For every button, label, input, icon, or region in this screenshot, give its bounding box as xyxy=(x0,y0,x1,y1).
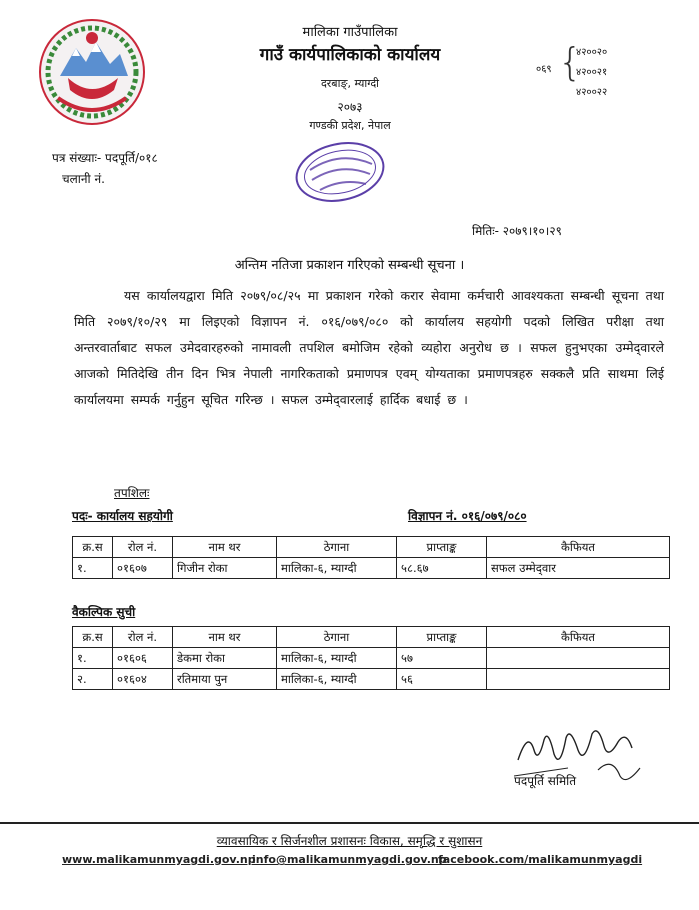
table-header-row xyxy=(73,537,670,558)
header-remarks: कैफियत xyxy=(487,537,670,558)
cell-score: ५६ xyxy=(397,669,487,690)
cell-score: ५८.६७ xyxy=(397,558,487,579)
cell-score: ५७ xyxy=(397,648,487,669)
header-score: प्राप्ताङ्क xyxy=(397,627,487,648)
header-address: ठेगाना xyxy=(277,537,397,558)
cell-address: मालिका-६, म्याग्दी xyxy=(277,648,397,669)
nepal-emblem-logo xyxy=(38,18,146,126)
cell-address: मालिका-६, म्याग्दी xyxy=(277,558,397,579)
result-table xyxy=(72,536,670,579)
brace-icon: { xyxy=(558,40,583,84)
alternate-table xyxy=(72,626,670,690)
advertisement-number: विज्ञापन नं. ०१६/०७९/०८० xyxy=(408,509,527,523)
email-link[interactable]: info@malikamunmyagdi.gov.np xyxy=(252,853,447,866)
established-year: २०७३ xyxy=(337,100,363,114)
footer-slogan: व्यावसायिक र सिर्जनशील प्रशासनः विकास, समृद्धि र सुशासन xyxy=(216,834,483,848)
province-line: गण्डकी प्रदेश, नेपाल xyxy=(309,119,391,132)
cell-name: डेकमा रोका xyxy=(173,648,277,669)
office-address: दरबाङ्, म्याग्दी xyxy=(320,77,380,90)
header-sn: क्र.स xyxy=(73,627,113,648)
letter-reference-number: पत्र संख्याः- पदपूर्ति/०१८ xyxy=(52,151,158,165)
phone-prefix: ०६९ xyxy=(536,64,552,75)
cell-remarks xyxy=(487,648,670,669)
dispatch-number: चलानी नं. xyxy=(62,172,105,186)
cell-sn: १. xyxy=(73,648,113,669)
cell-remarks xyxy=(487,669,670,690)
post-label: पदः- कार्यालय सहयोगी xyxy=(72,509,173,523)
municipality-name: मालिका गाउँपालिका xyxy=(302,25,398,40)
table-row xyxy=(73,558,670,579)
header-name: नाम थर xyxy=(173,537,277,558)
cell-roll: ०१६०७ xyxy=(113,558,173,579)
cell-address: मालिका-६, म्याग्दी xyxy=(277,669,397,690)
footer-divider xyxy=(0,822,699,824)
header-remarks: कैफियत xyxy=(487,627,670,648)
header-roll: रोल नं. xyxy=(113,537,173,558)
phone-numbers xyxy=(536,38,666,98)
signatory-label: पदपूर्ति समिति xyxy=(514,774,577,788)
notice-body: यस कार्यालयद्वारा मिति २०७९/०८/२५ मा प्रकाशन गरेको करार सेवामा कर्मचारी आवश्यकता सम्बन्धी सूचना तथा मिति २०७९/१०/२९ मा लिइएको विज्ञापन नं. ०१६/०७९/०८० को कार्यालय सहयोगी पदको लिखित परीक्षा तथा अन्तरवार्ताबाट सफल उमेदवारहरुको नामावली तपशिल बमोजिम रहेको व्यहोरा अनुरोध छ । सफल हुनुभएका उम्मेद्‌वारले आजको मितिदेखि तीन दिन भित्र नेपाली नागरिकताको प्रमाणपत्र एवम् योग्यताका प्रमाणपत्रहरु सक्कलै प्रति साथमा लिई कार्यालयमा सम्पर्क गर्नुहुन सूचित गरिन्छ । सफल उम्मेद्‌वारलाई हार्दिक बधाई छ । xyxy=(74,288,664,407)
office-name: गाउँ कार्यपालिकाको कार्यालय xyxy=(259,45,441,65)
schedule-label: तपशिलः xyxy=(114,486,150,500)
phone-number: ४२००२१ xyxy=(576,67,608,78)
table-row xyxy=(73,648,670,669)
facebook-link[interactable]: facebook.com/malikamunmyagdi xyxy=(438,853,643,866)
notice-date: मितिः- २०७९।१०।२९ xyxy=(472,224,562,238)
cell-name: गिजीन रोका xyxy=(173,558,277,579)
cell-sn: २. xyxy=(73,669,113,690)
header-sn: क्र.स xyxy=(73,537,113,558)
cell-sn: १. xyxy=(73,558,113,579)
phone-number: ४२००२० xyxy=(576,47,608,58)
cell-name: रतिमाया पुन xyxy=(173,669,277,690)
cell-roll: ०१६०४ xyxy=(113,669,173,690)
table-row xyxy=(73,669,670,690)
notice-title: अन्तिम नतिजा प्रकाशन गरिएको सम्बन्धी सूचना । xyxy=(234,258,465,273)
office-stamp xyxy=(290,140,390,204)
cell-roll: ०१६०६ xyxy=(113,648,173,669)
cell-remarks: सफल उम्मेद्‌वार xyxy=(487,558,670,579)
alternate-list-label: वैकल्पिक सुची xyxy=(72,605,136,619)
table-header-row xyxy=(73,627,670,648)
header-score: प्राप्ताङ्क xyxy=(397,537,487,558)
header-address: ठेगाना xyxy=(277,627,397,648)
header-roll: रोल नं. xyxy=(113,627,173,648)
phone-number: ४२००२२ xyxy=(576,87,608,98)
website-link[interactable]: www.malikamunmyagdi.gov.np xyxy=(62,853,256,866)
header-name: नाम थर xyxy=(173,627,277,648)
